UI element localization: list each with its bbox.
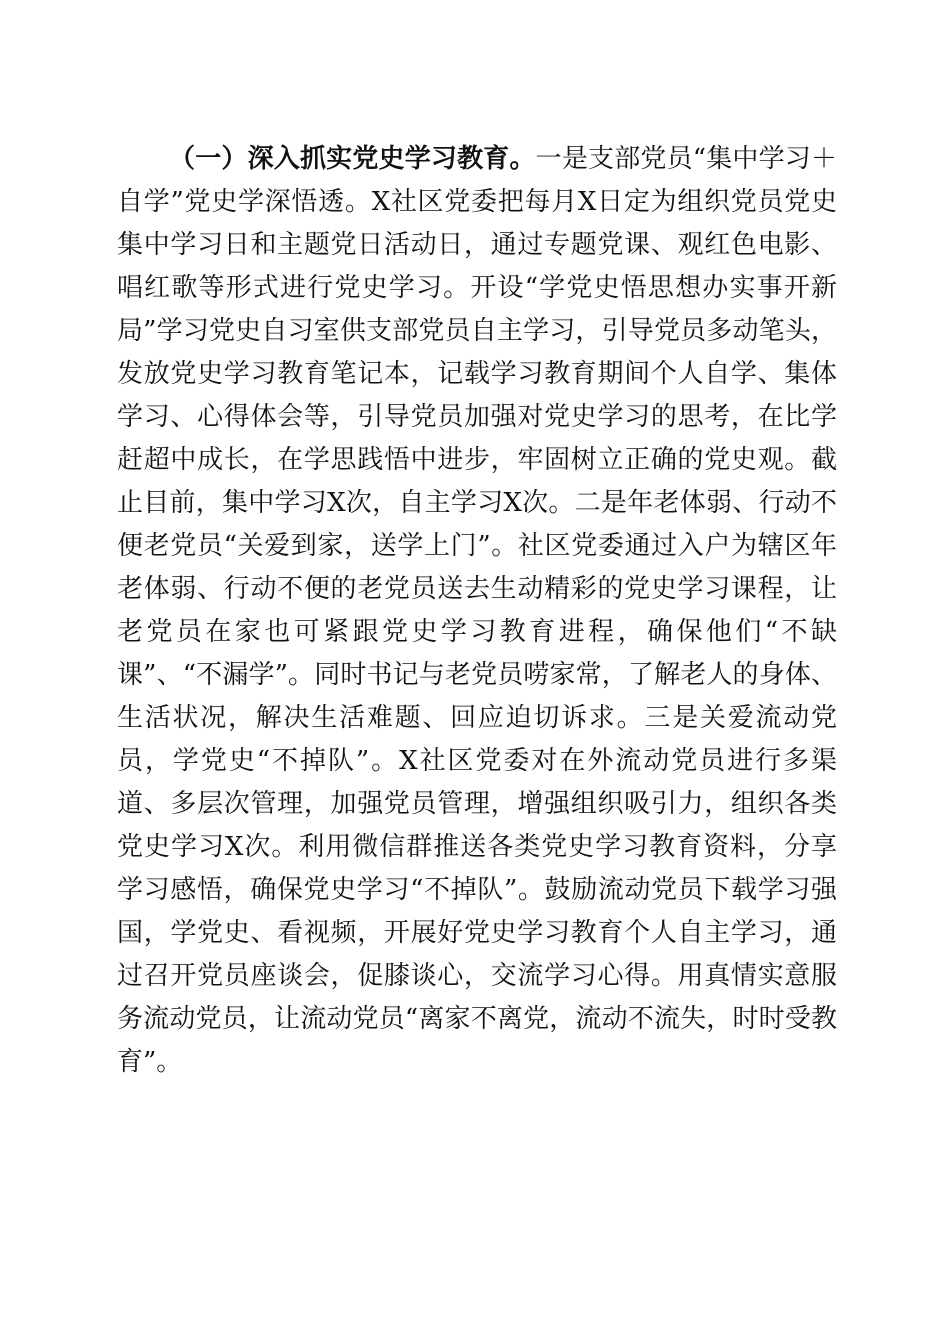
section-heading: （一）深入抓实党史学习教育。: [169, 144, 536, 174]
section-paragraph: [117, 138, 837, 1084]
paragraph-body: 一是支部党员“集中学习＋自学”党史学深悟透。X社区党委把每月X日定为组织党员党史集中学习日和主题党日活动日，通过专题党课、观红色电影、唱红歌等形式进行党史学习。开设“学党史悟思想办实事开新局”学习党史自习室供支部党员自主学习，引导党员多动笔头，发放党史学习教育笔记本，记载学习教育期间个人自学、集体学习、心得体会等，引导党员加强对党史学习的思考，在比学赶超中成长，在学思践悟中进步，牢固树立正确的党史观。截止目前，集中学习X次，自主学习X次。二是年老体弱、行动不便老党员“关爱到家，送学上门”。社区党委通过入户为辖区年老体弱、行动不便的老党员送去生动精彩的党史学习课程，让老党员在家也可紧跟党史学习教育进程，确保他们“不缺课”、“不漏学”。同时书记与老党员唠家常，了解老人的身体、生活状况，解决生活难题、回应迫切诉求。三是关爱流动党员，学党史“不掉队”。X社区党委对在外流动党员进行多渠道、多层次管理，加强党员管理，增强组织吸引力，组织各类党史学习X次。利用微信群推送各类党史学习教育资料，分享学习感悟，确保党史学习“不掉队”。鼓励流动党员下载学习强国，学党史、看视频，开展好党史学习教育个人自主学习，通过召开党员座谈会，促膝谈心，交流学习心得。用真情实意服务流动党员，让流动党员“离家不离党，流动不流失，时时受教育”。: [117, 144, 837, 1077]
